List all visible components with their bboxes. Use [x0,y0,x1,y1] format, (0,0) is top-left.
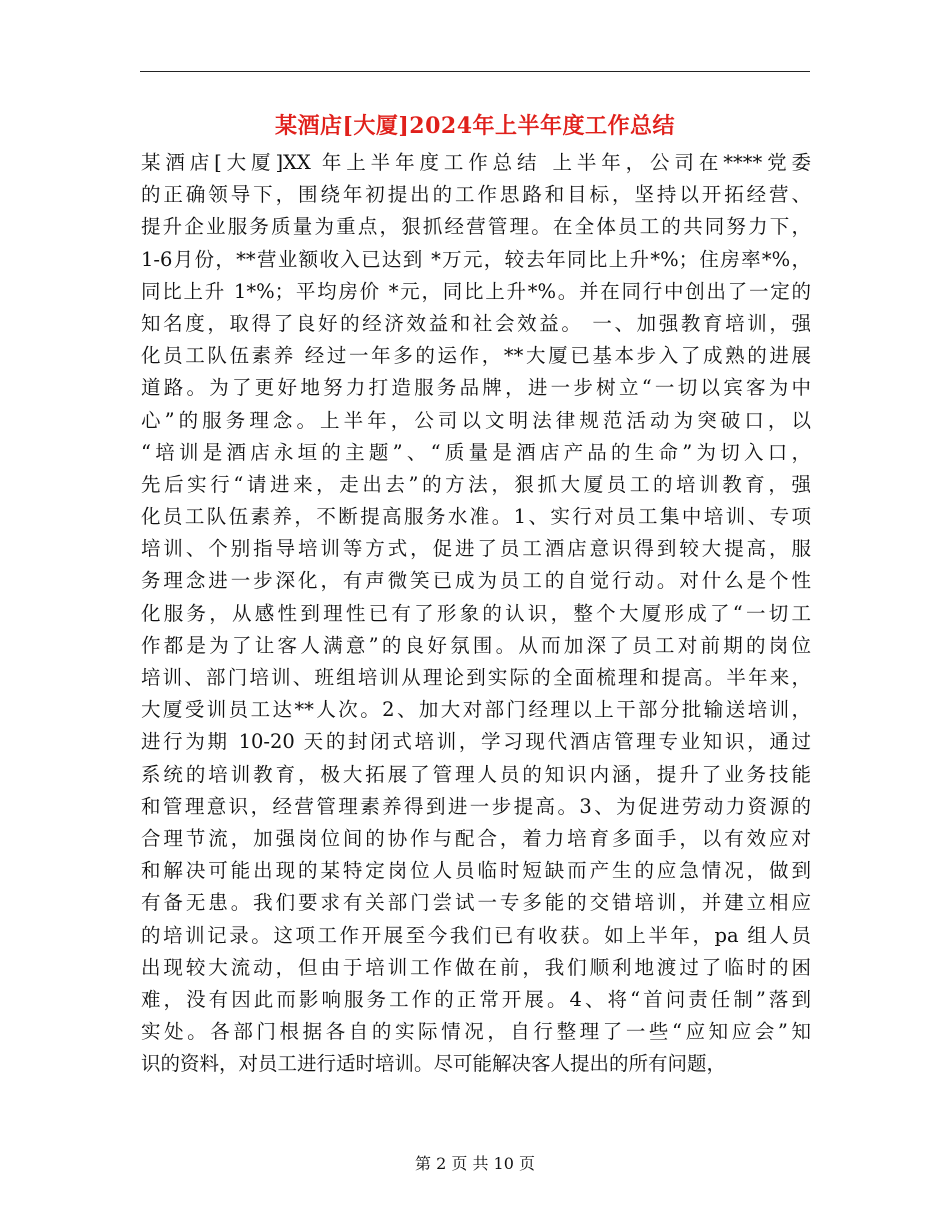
body-line: 道路。为了更好地努力打造服务品牌，进一步树立“一切以宾客为中 [141,376,811,400]
body-line: 化员工队伍素养，不断提高服务水准。1、实行对员工集中培训、专项 [141,505,811,529]
body-line: 同比上升 1*%；平均房价 *元，同比上升*%。并在同行中创出了一定的 [141,279,811,303]
body-line: 培训、个别指导培训等方式，促进了员工酒店意识得到较大提高，服 [141,537,811,561]
body-line: 化员工队伍素养 经过一年多的运作，**大厦已基本步入了成熟的进展 [141,344,811,368]
body-line: 知名度，取得了良好的经济效益和社会效益。 一、加强教育培训，强 [141,311,811,335]
body-line: 务理念进一步深化，有声微笑已成为员工的自觉行动。对什么是个性 [141,569,811,593]
body-line: 作都是为了让客人满意”的良好氛围。从而加深了员工对前期的岗位 [141,633,811,657]
body-line: 有备无患。我们要求有关部门尝试一专多能的交错培训，并建立相应 [141,891,811,915]
body-line: 的培训记录。这项工作开展至今我们已有收获。如上半年，pa 组人员 [141,923,811,947]
header-rule [140,71,810,72]
body-line: 大厦受训员工达**人次。2、加大对部门经理以上干部分批输送培训， [141,698,811,722]
body-line: 和解决可能出现的某特定岗位人员临时短缺而产生的应急情况，做到 [141,859,811,883]
body-line: 实处。各部门根据各自的实际情况，自行整理了一些“应知应会”知 [141,1020,811,1044]
body-line: 提升企业服务质量为重点，狠抓经营管理。在全体员工的共同努力下， [141,215,811,239]
body-line: 系统的培训教育，极大拓展了管理人员的知识内涵，提升了业务技能 [141,762,811,786]
body-line: 合理节流，加强岗位间的协作与配合，着力培育多面手，以有效应对 [141,826,811,850]
document-title: 某酒店[大厦]2024年上半年度工作总结 [274,113,676,139]
body-line: 某酒店[大厦]XX 年上半年度工作总结 上半年，公司在****党委 [141,151,811,174]
body-line: “培训是酒店永垣的主题”、“质量是酒店产品的生命”为切入口， [141,440,811,464]
body-line: 难，没有因此而影响服务工作的正常开展。4、将“首问责任制”落到 [141,987,811,1011]
body-line: 化服务，从感性到理性已有了形象的认识，整个大厦形成了“一切工 [141,601,811,625]
body-line: 的正确领导下，围绕年初提出的工作思路和目标，坚持以开拓经营、 [141,183,811,207]
body-line: 出现较大流动，但由于培训工作做在前，我们顺利地渡过了临时的困 [141,955,811,979]
body-line: 和管理意识，经营管理素养得到进一步提高。3、为促进劳动力资源的 [141,794,811,818]
page-number: 第 2 页 共 10 页 [415,1154,535,1173]
body-line: 识的资料，对员工进行适时培训。尽可能解决客人提出的所有问题， [141,1052,727,1076]
body-line: 先后实行“请进来，走出去”的方法，狠抓大厦员工的培训教育，强 [141,472,811,496]
body-line: 培训、部门培训、班组培训从理论到实际的全面梳理和提高。半年来， [141,666,811,689]
body-line: 进行为期 10-20 天的封闭式培训，学习现代酒店管理专业知识，通过 [141,730,811,754]
body-line: 1-6月份，**营业额收入已达到 *万元，较去年同比上升*%；住房率*%， [141,247,811,271]
document-body [141,147,811,1080]
body-line: 心”的服务理念。上半年，公司以文明法律规范活动为突破口，以 [141,408,811,432]
